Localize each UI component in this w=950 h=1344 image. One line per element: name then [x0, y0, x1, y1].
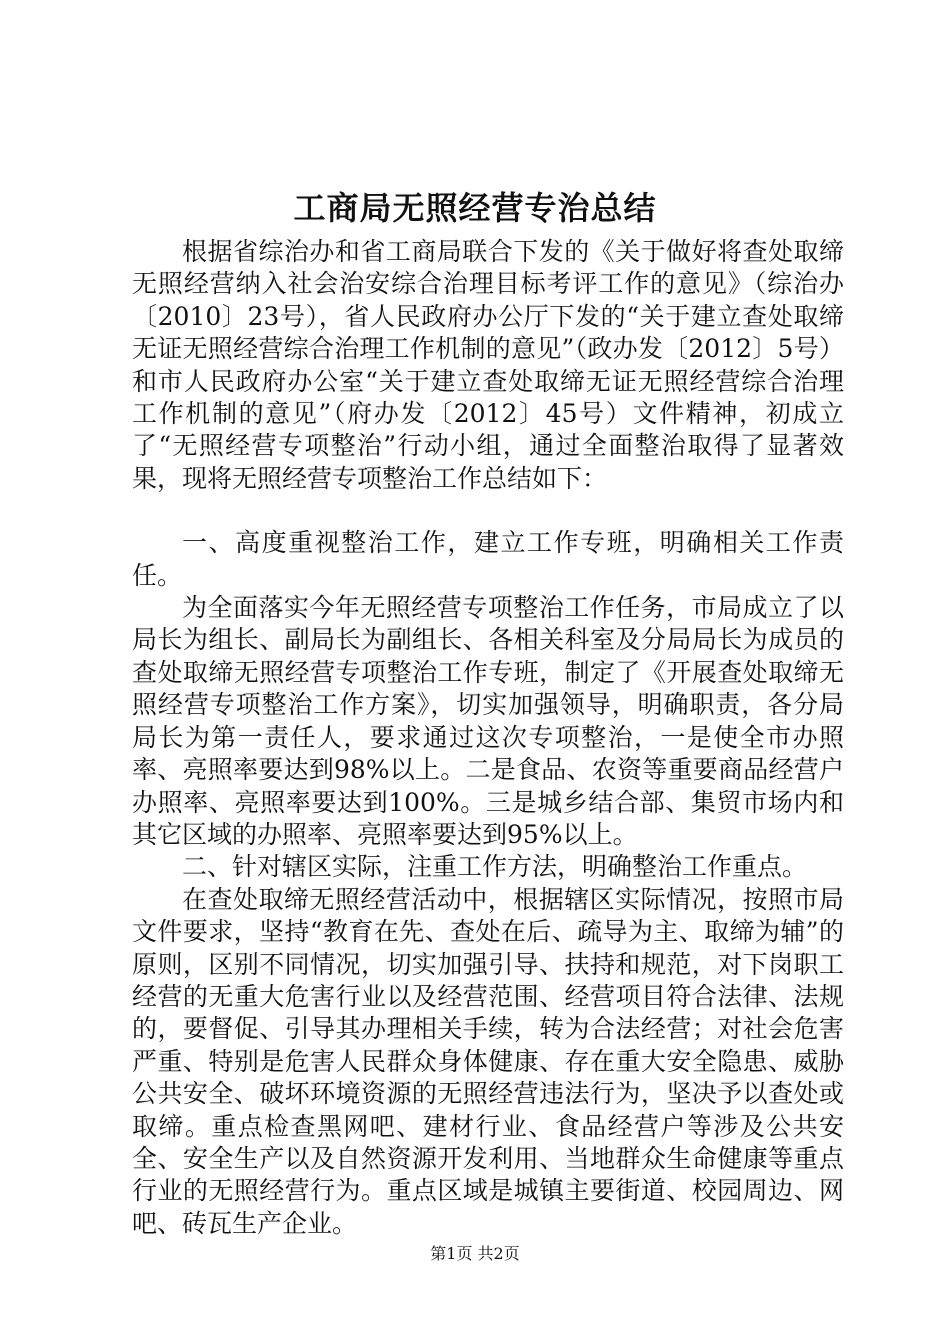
page-number-footer: 第1页 共2页 [430, 1244, 520, 1263]
section-heading-2: 二、针对辖区实际，注重工作方法，明确整治工作重点。 [182, 852, 808, 882]
paragraph-section-1: 为全面落实今年无照经营专项整治工作任务，市局成立了以局长为组长、副局长为副组长、各相关科室及分局局长为成员的查处取缔无照经营专项整治工作专班，制定了《开展查处取缔无照经营专项整治工作方案》，切实加强领导，明确职责，各分局局长为第一责任人，要求通过这次专项整治，一是使全市办照率、亮照率要达到98%以上。二是食品、农资等重要商品经营户办照率、亮照率要达到100%。三是城乡结合部、集贸市场内和其它区域的办照率、亮照率要达到95%以上。 [132, 593, 844, 849]
section-heading-1: 一、高度重视整治工作，建立工作专班，明确相关工作责任。 [132, 528, 844, 590]
paragraph-intro: 根据省综治办和省工商局联合下发的《关于做好将查处取缔无照经营纳入社会治安综合治理目标考评工作的意见》（综治办〔2010〕23号），省人民政府办公厅下发的“关于建立查处取缔无证无照经营综合治理工作机制的意见”（政办发〔2012〕5号）和市人民政府办公室“关于建立查处取缔无证无照经营综合治理工作机制的意见”（府办发〔2012〕45号）文件精神，初成立了“无照经营专项整治”行动小组，通过全面整治取得了显著效果，现将无照经营专项整治工作总结如下： [132, 237, 844, 493]
paragraph-section-2: 在查处取缔无照经营活动中，根据辖区实际情况，按照市局文件要求，坚持“教育在先、查处在后、疏导为主、取缔为辅”的原则，区别不同情况，切实加强引导、扶持和规范，对下岗职工经营的无重大危害行业以及经营范围、经营项目符合法律、法规的，要督促、引导其办理相关手续，转为合法经营；对社会危害严重、特别是危害人民群众身体健康、存在重大安全隐患、威胁公共安全、破坏环境资源的无照经营违法行为，坚决予以查处或取缔。重点检查黑网吧、建材行业、食品经营户等涉及公共安全、安全生产以及自然资源开发利用、当地群众生命健康等重点行业的无照经营行为。重点区域是城镇主要街道、校园周边、网吧、砖瓦生产企业。 [132, 884, 844, 1238]
document-body [132, 236, 844, 1240]
document-title: 工商局无照经营专治总结 [293, 189, 657, 227]
